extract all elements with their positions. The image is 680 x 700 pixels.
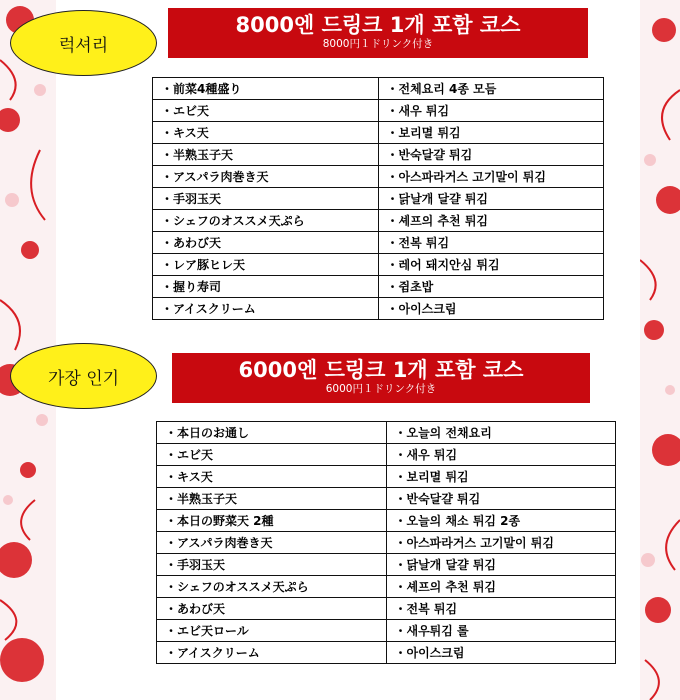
korean-item: ・반숙달걀 튀김 bbox=[386, 488, 616, 510]
korean-item: ・아스파라거스 고기말이 튀김 bbox=[378, 166, 604, 188]
japanese-item: ・アスパラ肉巻き天 bbox=[153, 166, 379, 188]
japanese-item: ・本日のお通し bbox=[157, 422, 387, 444]
korean-item: ・쥠초밥 bbox=[378, 276, 604, 298]
table-row bbox=[153, 188, 604, 210]
japanese-item: ・シェフのオススメ天ぷら bbox=[153, 210, 379, 232]
korean-item: ・아스파라거스 고기말이 튀김 bbox=[386, 532, 616, 554]
badge-most-popular: 가장 인기 bbox=[10, 343, 157, 409]
japanese-item: ・あわび天 bbox=[153, 232, 379, 254]
table-row bbox=[153, 122, 604, 144]
japanese-item: ・アイスクリーム bbox=[157, 642, 387, 664]
table-row bbox=[157, 444, 616, 466]
korean-item: ・새우 튀김 bbox=[378, 100, 604, 122]
korean-item: ・닭날개 달걀 튀김 bbox=[378, 188, 604, 210]
japanese-item: ・アスパラ肉巻き天 bbox=[157, 532, 387, 554]
table-row bbox=[153, 144, 604, 166]
menu-table-6000 bbox=[156, 421, 616, 664]
course-subtitle: 8000円１ドリンク付き bbox=[322, 38, 434, 50]
korean-item: ・새우튀김 롤 bbox=[386, 620, 616, 642]
japanese-item: ・握り寿司 bbox=[153, 276, 379, 298]
table-row bbox=[153, 210, 604, 232]
korean-item: ・오늘의 채소 튀김 2종 bbox=[386, 510, 616, 532]
table-row bbox=[157, 510, 616, 532]
korean-item: ・셰프의 추천 튀김 bbox=[386, 576, 616, 598]
badge-luxury: 럭셔리 bbox=[10, 10, 157, 76]
japanese-item: ・手羽玉天 bbox=[153, 188, 379, 210]
japanese-item: ・エビ天 bbox=[153, 100, 379, 122]
korean-item: ・새우 튀김 bbox=[386, 444, 616, 466]
table-row bbox=[157, 466, 616, 488]
korean-item: ・보리멸 튀김 bbox=[378, 122, 604, 144]
flower-pattern-icon bbox=[640, 0, 680, 700]
korean-item: ・전복 튀김 bbox=[386, 598, 616, 620]
table-row bbox=[153, 254, 604, 276]
japanese-item: ・半熟玉子天 bbox=[153, 144, 379, 166]
japanese-item: ・キス天 bbox=[157, 466, 387, 488]
table-row bbox=[157, 422, 616, 444]
japanese-item: ・半熟玉子天 bbox=[157, 488, 387, 510]
japanese-item: ・キス天 bbox=[153, 122, 379, 144]
korean-item: ・셰프의 추천 튀김 bbox=[378, 210, 604, 232]
table-row bbox=[157, 576, 616, 598]
korean-item: ・아이스크림 bbox=[386, 642, 616, 664]
korean-item: ・레어 돼지안심 튀김 bbox=[378, 254, 604, 276]
japanese-item: ・エビ天 bbox=[157, 444, 387, 466]
table-row bbox=[157, 620, 616, 642]
table-row bbox=[153, 78, 604, 100]
course-banner-8000 bbox=[168, 8, 588, 58]
table-row bbox=[153, 276, 604, 298]
korean-item: ・닭날개 달걀 튀김 bbox=[386, 554, 616, 576]
course-banner-6000 bbox=[172, 353, 590, 403]
japanese-item: ・あわび天 bbox=[157, 598, 387, 620]
table-row bbox=[157, 488, 616, 510]
table-row bbox=[157, 642, 616, 664]
course-title: 8000엔 드링크 1개 포함 코스 bbox=[235, 13, 521, 37]
course-title: 6000엔 드링크 1개 포함 코스 bbox=[238, 358, 524, 382]
japanese-item: ・アイスクリーム bbox=[153, 298, 379, 320]
course-subtitle: 6000円１ドリンク付き bbox=[325, 383, 437, 395]
japanese-item: ・レア豚ヒレ天 bbox=[153, 254, 379, 276]
korean-item: ・전복 튀김 bbox=[378, 232, 604, 254]
korean-item: ・반숙달걀 튀김 bbox=[378, 144, 604, 166]
japanese-item: ・前菜4種盛り bbox=[153, 78, 379, 100]
table-row bbox=[157, 554, 616, 576]
table-row bbox=[153, 232, 604, 254]
table-row bbox=[153, 100, 604, 122]
korean-item: ・전체요리 4종 모듬 bbox=[378, 78, 604, 100]
table-row bbox=[157, 598, 616, 620]
menu-table-8000 bbox=[152, 77, 604, 320]
table-row bbox=[157, 532, 616, 554]
table-row bbox=[153, 166, 604, 188]
japanese-item: ・手羽玉天 bbox=[157, 554, 387, 576]
korean-item: ・아이스크림 bbox=[378, 298, 604, 320]
table-row bbox=[153, 298, 604, 320]
japanese-item: ・シェフのオススメ天ぷら bbox=[157, 576, 387, 598]
japanese-item: ・エビ天ロール bbox=[157, 620, 387, 642]
japanese-item: ・本日の野菜天 2種 bbox=[157, 510, 387, 532]
korean-item: ・오늘의 전채요리 bbox=[386, 422, 616, 444]
right-floral-border bbox=[640, 0, 680, 700]
korean-item: ・보리멸 튀김 bbox=[386, 466, 616, 488]
